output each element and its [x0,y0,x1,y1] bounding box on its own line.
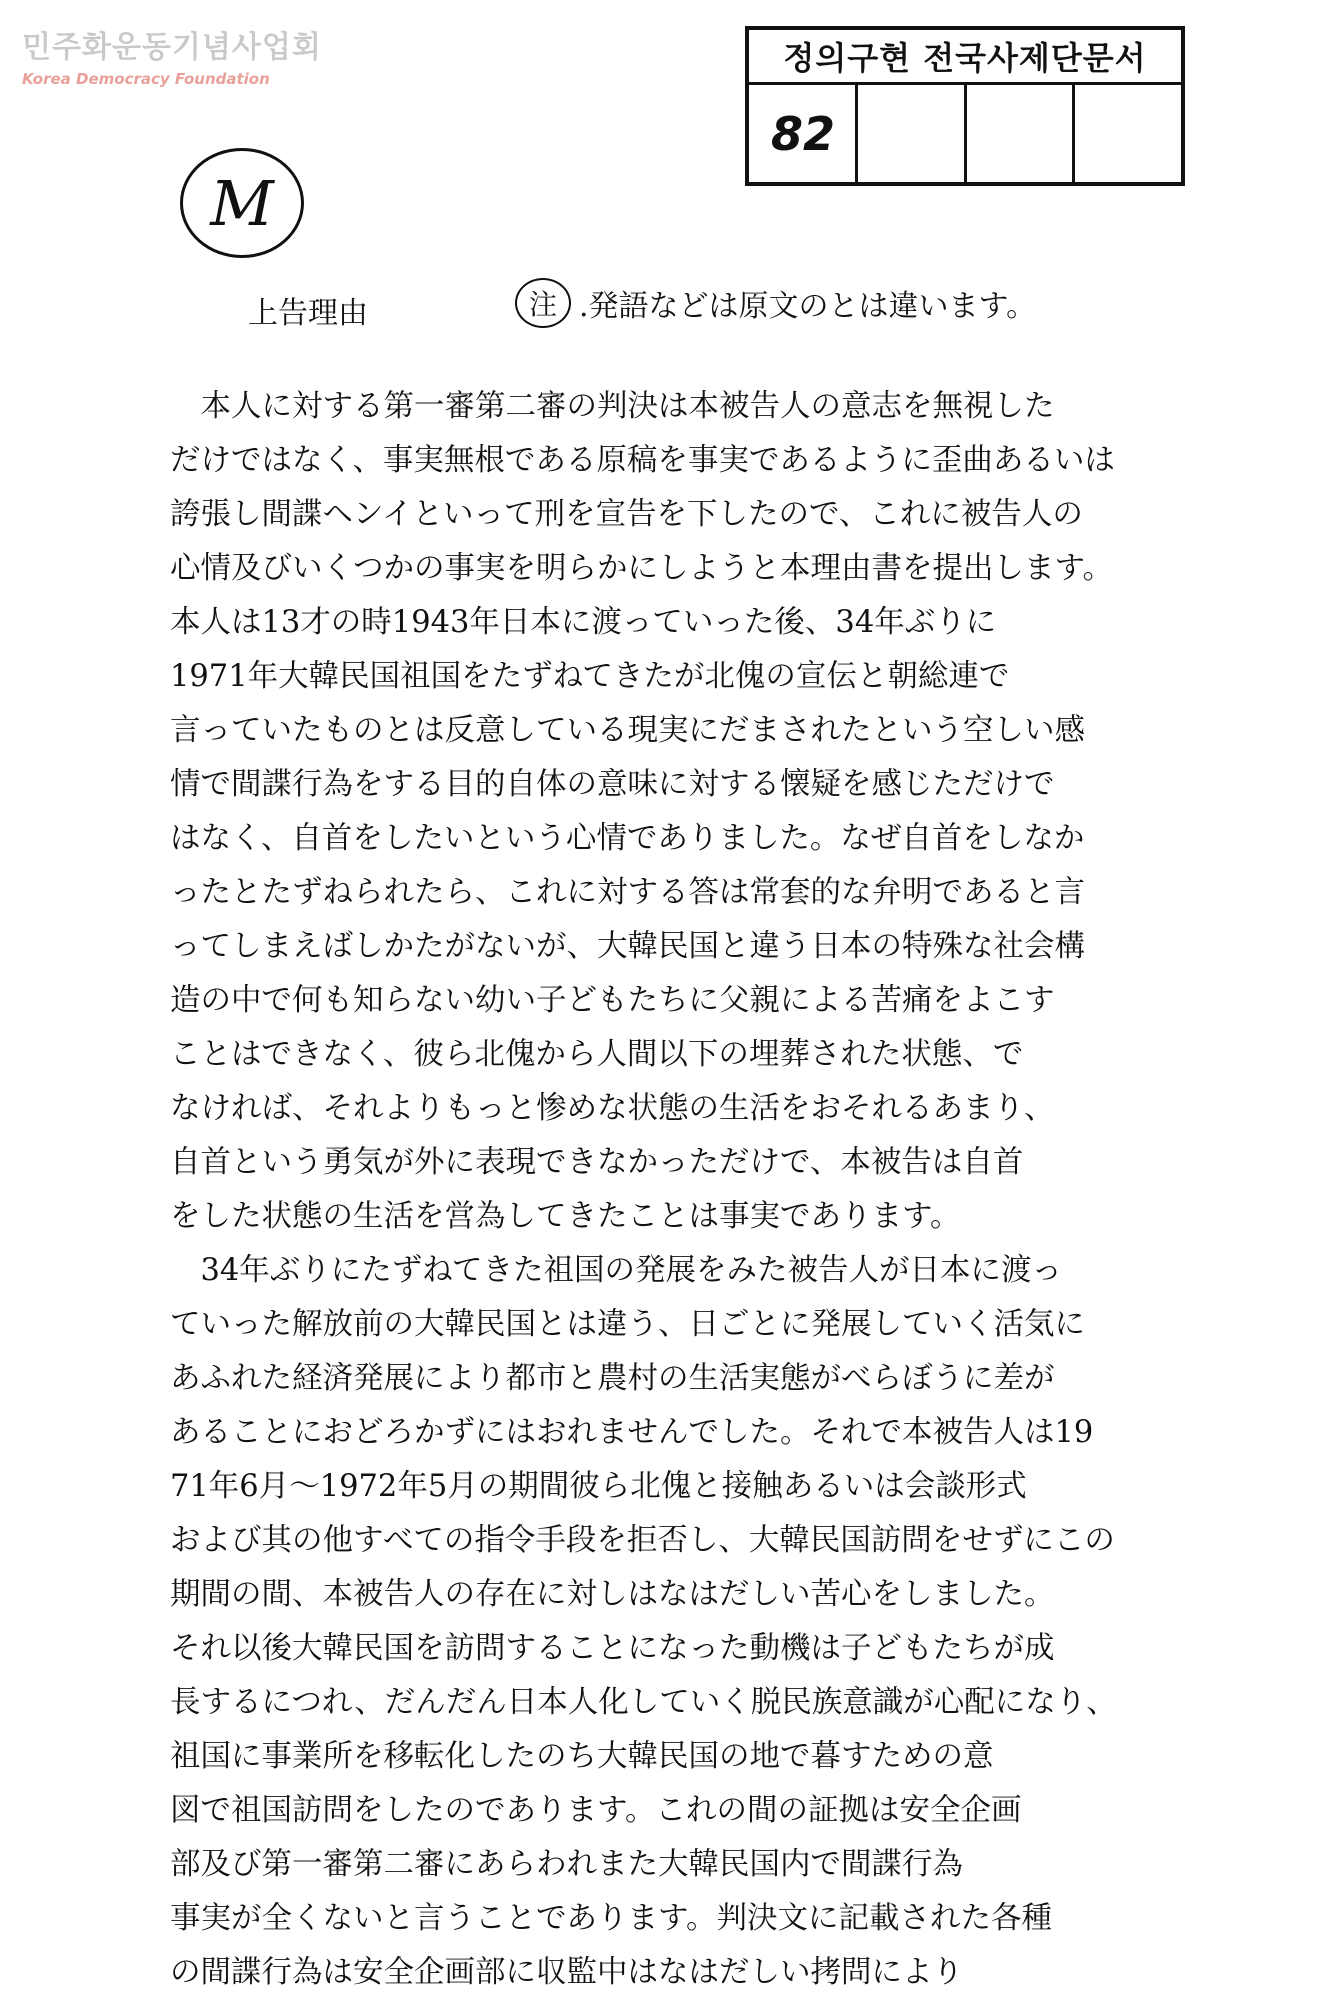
note [515,278,1036,328]
text-line: なければ、それよりもっと惨めな状態の生活をおそれるあまり、 [170,1091,1055,1126]
watermark [22,22,322,88]
text-line: はなく、自首をしたいという心情でありました。なぜ自首をしなか [170,821,1085,856]
text-line: および其の他すべての指令手段を拒否し、大韓民国訪問をせずにこの [170,1523,1115,1558]
text-line: ったとたずねられたら、これに対する答は常套的な弁明であると言 [170,875,1085,910]
text-line: 本人は13才の時1943年日本に渡っていった後、34年ぶりに [170,605,997,640]
text-line: の間諜行為は安全企画部に収監中はなはだしい拷問により [170,1955,963,1990]
text-line: 事実が全くないと言うことであります。判決文に記載された各種 [170,1901,1053,1936]
text-line: 34年ぶりにたずねてきた祖国の発展をみた被告人が日本に渡っ [170,1253,1063,1288]
text-line: ことはできなく、彼ら北傀から人間以下の埋葬された状態、で [170,1037,1024,1072]
stamp-cell-number [749,85,858,183]
text-line: をした状態の生活を営為してきたことは事実であります。 [170,1199,961,1234]
stamp-cell-empty [858,85,967,183]
text-line: 71年6月～1972年5月の期間彼ら北傀と接触あるいは会談形式 [170,1469,1027,1504]
text-line: 心情及びいくつかの事実を明らかにしようと本理由書を提出します。 [170,551,1114,586]
document-heading: 上告理由 [248,296,368,331]
stamp-cells [749,85,1181,183]
stamp-title: 정의구현 전국사제단문서 [749,30,1181,85]
text-line: 情で間諜行為をする目的自体の意味に対する懐疑を感じただけで [170,767,1055,802]
text-line: 祖国に事業所を移転化したのち大韓民国の地で暮すための意 [170,1739,994,1774]
text-line: 長するにつれ、だんだん日本人化していく脱民族意識が心配になり、 [170,1685,1117,1720]
text-line: だけではなく、事実無根である原稿を事実であるように歪曲あるいは [170,443,1115,478]
watermark-korean: 민주화운동기념사업회 [22,30,322,65]
stamp-cell-empty [967,85,1076,183]
text-line: 本人に対する第一審第二審の判決は本被告人の意志を無視した [170,389,1055,424]
stamp-number: 82 [771,107,836,161]
text-line: それ以後大韓民国を訪問することになった動機は子どもたちが成 [170,1631,1055,1666]
circled-letter-mark: M [180,148,304,258]
note-circled-mark: 注 [515,278,571,328]
text-line: 部及び第一審第二審にあらわれまた大韓民国内で間諜行為 [170,1847,963,1882]
text-line: 造の中で何も知らない幼い子どもたちに父親による苦痛をよこす [170,983,1055,1018]
text-line: 図で祖国訪問をしたのであります。これの間の証拠は安全企画 [170,1793,1022,1828]
note-text: .発語などは原文のとは違います。 [579,289,1037,324]
text-line: 誇張し間諜ヘンイといって刑を宣告を下したので、これに被告人の [170,497,1083,532]
watermark-english: Korea Democracy Foundation [22,70,270,88]
text-line: 1971年大韓民国祖国をたずねてきたが北傀の宣伝と朝総連で [170,659,1010,694]
body-text [170,380,1190,2000]
text-line: あふれた経済発展により都市と農村の生活実態がべらぼうに差が [170,1361,1055,1396]
stamp-cell-empty [1075,85,1181,183]
text-line: 期間の間、本被告人の存在に対しはなはだしい苦心をしました。 [170,1577,1055,1612]
text-line: ていった解放前の大韓民国とは違う、日ごとに発展していく活気に [170,1307,1085,1342]
text-line: 自首という勇気が外に表現できなかっただけで、本被告は自首 [170,1145,1024,1180]
archive-stamp [745,26,1185,186]
text-line: あることにおどろかずにはおれませんでした。それで本被告人は19 [170,1415,1094,1450]
text-line: ってしまえばしかたがないが、大韓民国と違う日本の特殊な社会構 [170,929,1085,964]
text-line: 言っていたものとは反意している現実にだまされたという空しい感 [170,713,1085,748]
